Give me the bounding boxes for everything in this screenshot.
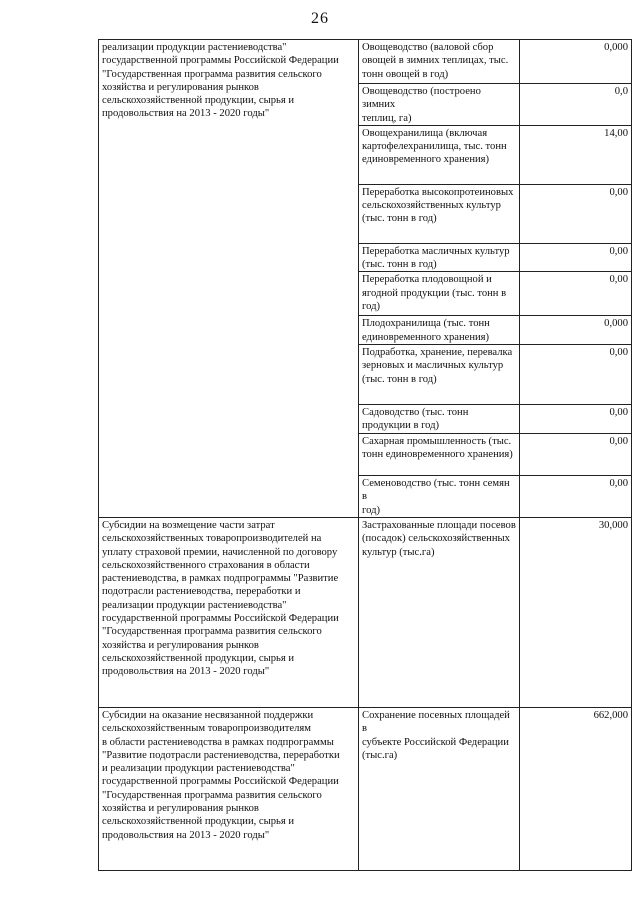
indicator-cell: Сахарная промышленность (тыс. тонн единовременного хранения)	[359, 434, 520, 476]
indicator-cell: Овощеводство (валовой сбор овощей в зимних теплицах, тыс. тонн овощей в год)	[359, 40, 520, 84]
indicator-cell: Застрахованные площади посевов (посадок) сельскохозяйственных культур (тыс.га)	[359, 517, 520, 707]
indicator-cell: Овощеводство (построено зимних теплиц, га)	[359, 84, 520, 126]
indicators-table	[98, 39, 632, 871]
indicator-cell: Переработка плодовощной и ягодной продукции (тыс. тонн в год)	[359, 272, 520, 316]
value-cell: 0,000	[520, 40, 632, 84]
indicator-cell: Садоводство (тыс. тонн продукции в год)	[359, 405, 520, 434]
program-cell: реализации продукции растениеводства" государственной программы Российской Федерации "Государственная программа развития сельского хозяйства и регулирования рынков сельскохозяйственной продукции, сырья и продовольствия на 2013 - 2020 годы"	[99, 40, 359, 518]
value-cell: 0,0	[520, 84, 632, 126]
indicator-cell: Подработка, хранение, перевалка зерновых и масличных культур (тыс. тонн в год)	[359, 345, 520, 405]
value-cell: 14,00	[520, 125, 632, 184]
program-cell: Субсидии на возмещение части затрат сельскохозяйственных товаропроизводителей на уплату страховой премии, начисленной по договору сельскохозяйственного страхования в области растениеводства, в рамках подпрограммы "Развитие подотрасли растениеводства, переработки и реализации продукции растениеводства" государственной программы Российской Федерации "Государственная программа развития сельского хозяйства и регулирования рынков сельскохозяйственной продукции, сырья и продовольствия на 2013 - 2020 годы"	[99, 517, 359, 707]
program-cell: Субсидии на оказание несвязанной поддержки сельскохозяйственным товаропроизводителям в области растениеводства в рамках подпрограммы "Развитие подотрасли растениеводства, переработки и реализации продукции растениеводства" государственной программы Российской Федерации "Государственная программа развития сельского хозяйства и регулирования рынков сельскохозяйственной продукции, сырья и продовольствия на 2013 - 2020 годы"	[99, 707, 359, 870]
value-cell: 30,000	[520, 517, 632, 707]
value-cell: 0,00	[520, 405, 632, 434]
indicator-cell: Переработка масличных культур (тыс. тонн в год)	[359, 243, 520, 272]
value-cell: 0,00	[520, 272, 632, 316]
indicator-cell: Сохранение посевных площадей в субъекте Российской Федерации (тыс.га)	[359, 707, 520, 870]
value-cell: 0,000	[520, 316, 632, 345]
indicator-cell: Овощехранилища (включая картофелехранилища, тыс. тонн единовременного хранения)	[359, 125, 520, 184]
indicator-cell: Семеноводство (тыс. тонн семян в год)	[359, 476, 520, 518]
table-row	[99, 517, 632, 707]
value-cell: 0,00	[520, 476, 632, 518]
table-row	[99, 707, 632, 870]
value-cell: 0,00	[520, 434, 632, 476]
value-cell: 0,00	[520, 184, 632, 243]
value-cell: 0,00	[520, 243, 632, 272]
indicator-cell: Плодохранилища (тыс. тонн единовременного хранения)	[359, 316, 520, 345]
value-cell: 0,00	[520, 345, 632, 405]
value-cell: 662,000	[520, 707, 632, 870]
page-number: 26	[311, 10, 329, 27]
table-row	[99, 40, 632, 84]
indicator-cell: Переработка высокопротеиновых сельскохозяйственных культур (тыс. тонн в год)	[359, 184, 520, 243]
